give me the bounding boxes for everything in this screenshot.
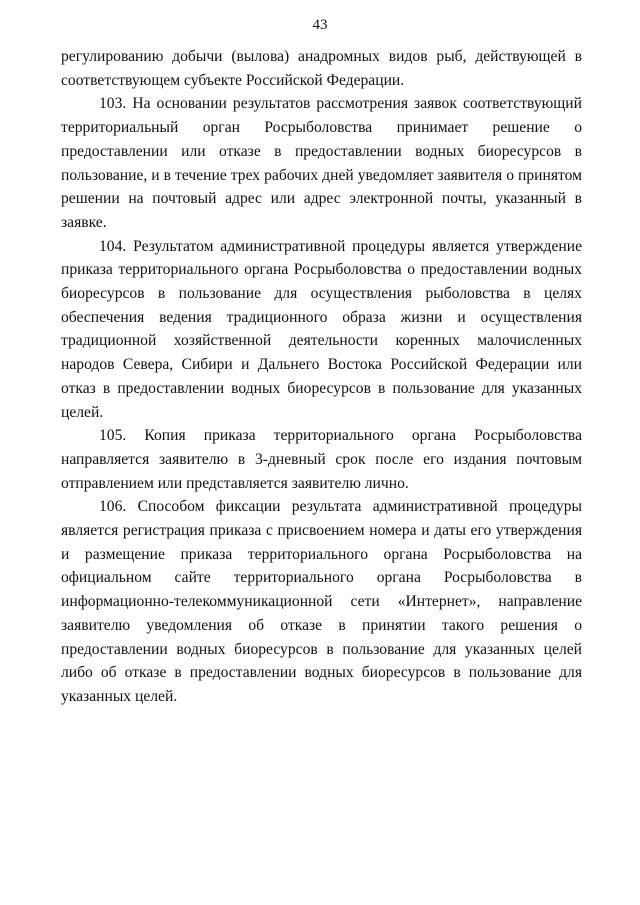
paragraph-106: 106. Способом фиксации результата административной процедуры является регистрация приказа с присвоением номера и даты его утверждения и размещение приказа территориального органа Росрыболовства на официальном сайте территориального органа Росрыболовства в информационно-телекоммуникационной сети «Интернет», направление заявителю уведомления об отказе в принятии такого решения о предоставлении водных биоресурсов в пользование для указанных целей либо об отказе в предоставлении водных биоресурсов в пользование для указанных целей. bbox=[61, 498, 582, 705]
paragraph-105: 105. Копия приказа территориального органа Росрыболовства направляется заявителю в 3-дневный срок после его издания почтовым отправлением или представляется заявителю лично. bbox=[61, 427, 582, 492]
document-body bbox=[61, 45, 582, 709]
paragraph-104: 104. Результатом административной процедуры является утверждение приказа территориального органа Росрыболовства о предоставлении водных биоресурсов в пользование для осуществления рыболовства в целях обеспечения ведения традиционного образа жизни и осуществления традиционной хозяйственной деятельности коренных малочисленных народов Севера, Сибири и Дальнего Востока Российской Федерации или отказ в предоставлении водных биоресурсов в пользование для указанных целей. bbox=[61, 237, 582, 421]
page-number: 43 bbox=[312, 17, 328, 33]
paragraph-continuation: регулированию добычи (вылова) анадромных видов рыб, действующей в соответствующем субъекте Российской Федерации. bbox=[61, 48, 582, 89]
paragraph-103: 103. На основании результатов рассмотрения заявок соответствующий территориальный орган Росрыболовства принимает решение о предоставлении или отказе в предоставлении водных биоресурсов в пользование, и в течение трех рабочих дней уведомляет заявителя о принятом решении на почтовый адрес или адрес электронной почты, указанный в заявке. bbox=[61, 95, 582, 231]
